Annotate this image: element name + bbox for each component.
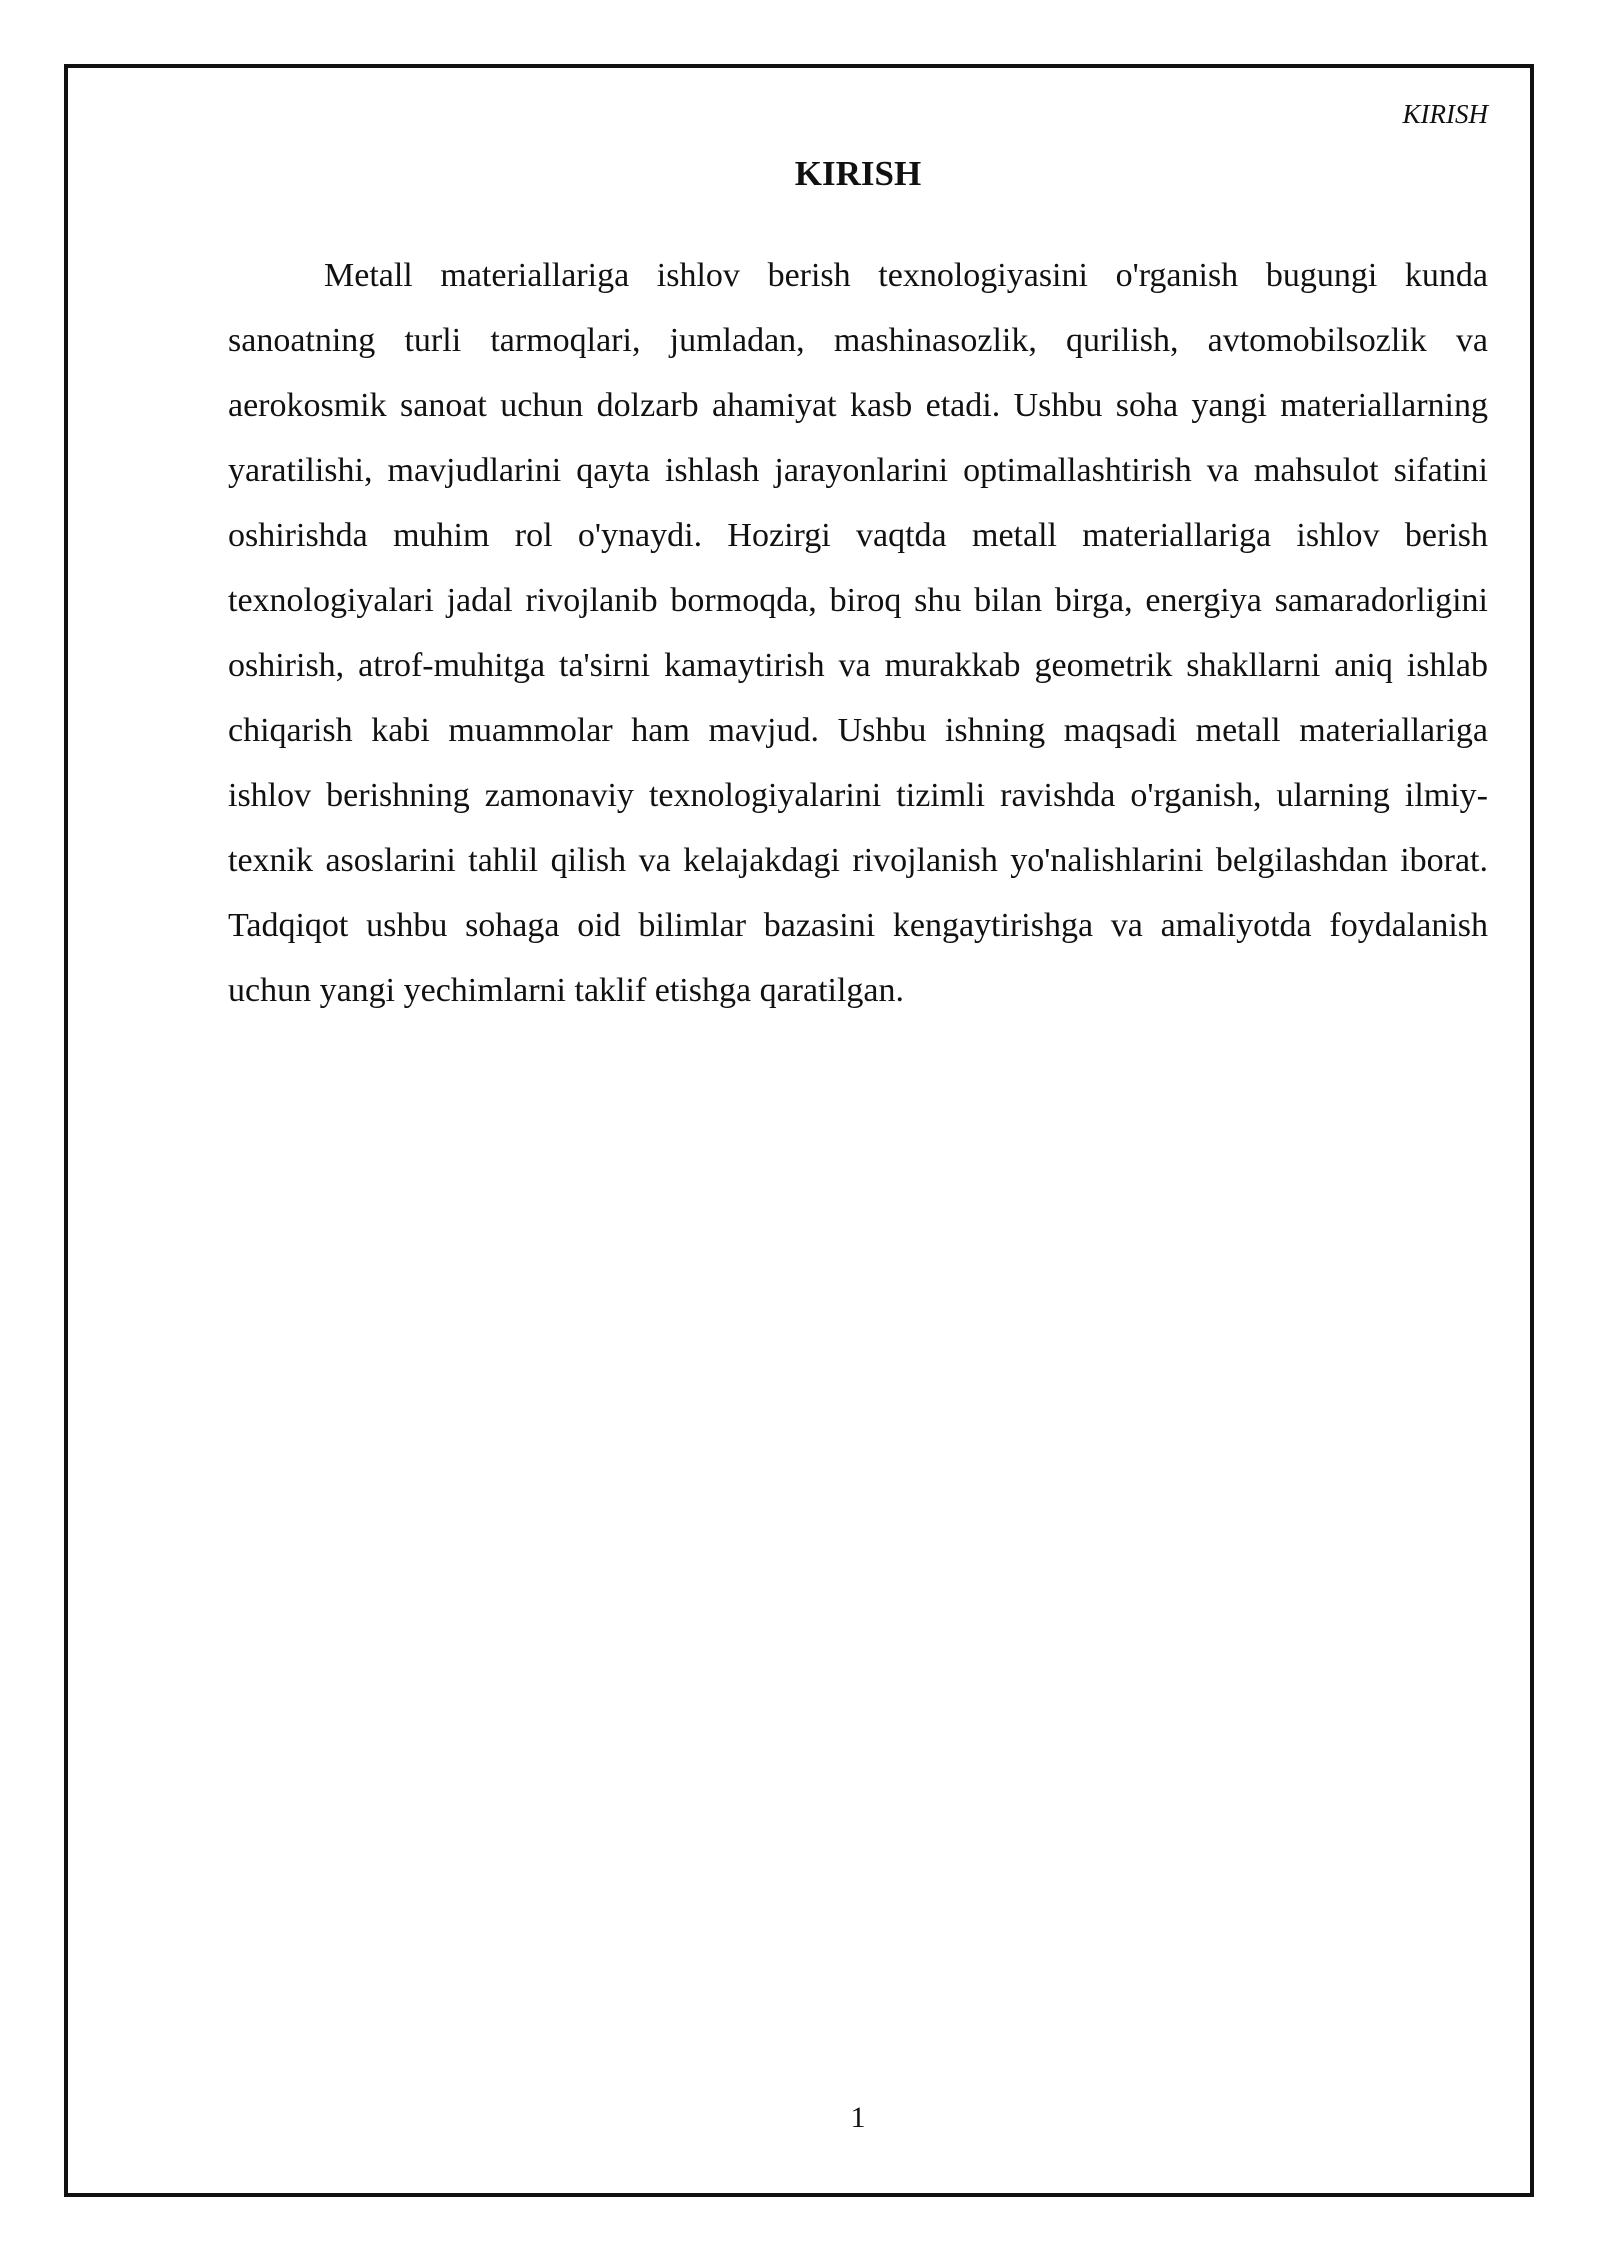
body-paragraph: Metall materiallariga ishlov berish texnologiyasini o'rganish bugungi kunda sanoatning turli tarmoqlari, jumladan, mashinasozlik, qurilish, avtomobilsozlik va aerokosmik sanoat uchun dolzarb ahamiyat kasb etadi. Ushbu soha yangi materiallarning yaratilishi, mavjudlarini qayta ishlash jarayonlarini optimallashtirish va mahsulot sifatini oshirishda muhim rol o'ynaydi. Hozirgi vaqtda metall materiallariga ishlov berish texnologiyalari jadal rivojlanib bormoqda, biroq shu bilan birga, energiya samaradorligini oshirish, atrof-muhitga ta'sirni kamaytirish va murakkab geometrik shakllarni aniq ishlab chiqarish kabi muammolar ham mavjud. Ushbu ishning maqsadi metall materiallariga ishlov berishning zamonaviy texnologiyalarini tizimli ravishda o'rganish, ularning ilmiy-texnik asoslarini tahlil qilish va kelajakdagi rivojlanish yo'nalishlarini belgilashdan iborat. Tadqiqot ushbu sohaga oid bilimlar bazasini kengaytirishga va amaliyotda foydalanish uchun yangi yechimlarni taklif etishga qaratilgan. [228, 257, 1488, 1009]
running-header: KIRISH [1402, 99, 1488, 129]
page-title: KIRISH [794, 154, 922, 193]
page-number: 1 [850, 2101, 866, 2134]
